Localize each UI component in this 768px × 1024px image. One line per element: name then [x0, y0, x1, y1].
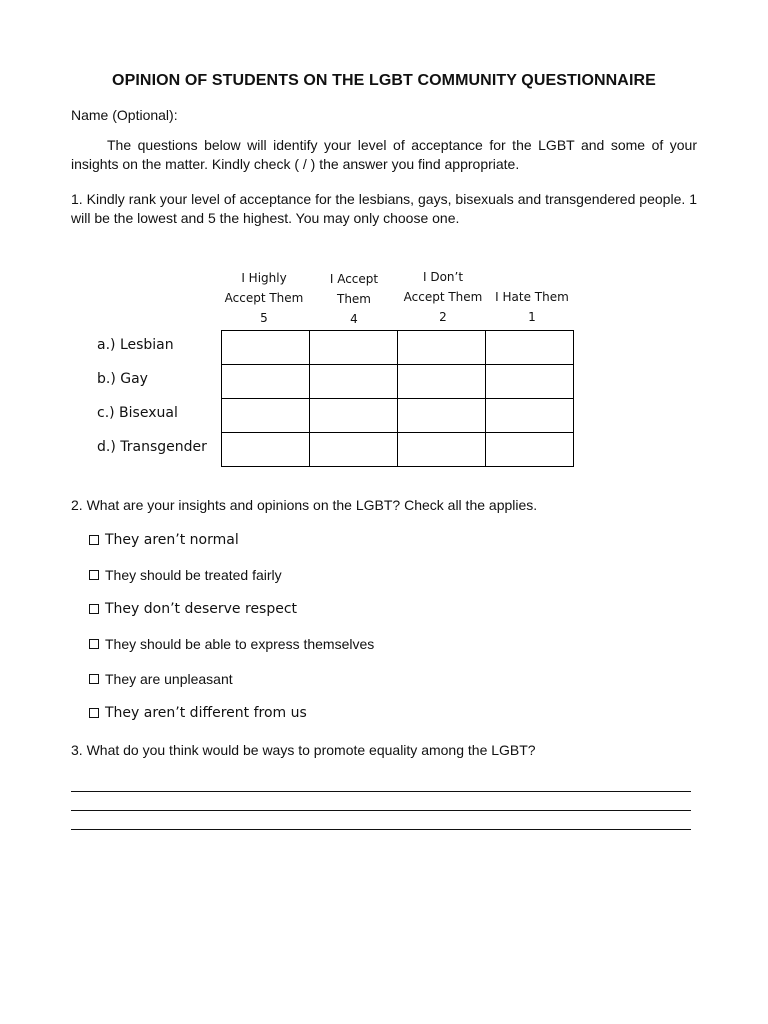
option-not-different[interactable] — [89, 705, 307, 721]
column-header-2 — [398, 267, 488, 327]
checkbox-icon[interactable] — [89, 570, 99, 580]
question-1-text: 1. Kindly rank your level of acceptance for the lesbians, gays, bisexuals and transgendered people. 1 will be the lowest and 5 the highest. You may only choose one. — [71, 191, 697, 226]
answer-line[interactable] — [71, 791, 691, 792]
checkbox-icon[interactable] — [89, 674, 99, 684]
rating-cell[interactable] — [222, 433, 310, 467]
row-label-gay: b.) Gay — [97, 371, 148, 387]
answer-line[interactable] — [71, 810, 691, 811]
checkbox-icon[interactable] — [89, 708, 99, 718]
document-title: OPINION OF STUDENTS ON THE LGBT COMMUNITY QUESTIONNAIRE — [112, 72, 656, 89]
option-label: They aren’t normal — [105, 532, 239, 548]
option-label: They aren’t different from us — [105, 705, 307, 721]
rating-cell[interactable] — [310, 331, 398, 365]
rating-cell[interactable] — [222, 331, 310, 365]
column-header-score: 4 — [350, 312, 358, 326]
option-express-themselves[interactable] — [89, 636, 374, 652]
rating-cell[interactable] — [310, 399, 398, 433]
rating-cell[interactable] — [398, 365, 486, 399]
rating-grid — [221, 330, 574, 467]
column-header-line1: I Don’t — [422, 270, 464, 284]
rating-cell[interactable] — [486, 399, 574, 433]
column-header-score: 5 — [260, 311, 268, 325]
name-label: Name (Optional): — [71, 107, 178, 123]
rating-cell[interactable] — [398, 331, 486, 365]
rating-cell[interactable] — [310, 433, 398, 467]
column-header-line2: Accept Them — [403, 290, 483, 304]
column-header-line1: I Highly — [241, 271, 287, 285]
option-not-normal[interactable] — [89, 532, 239, 548]
intro-paragraph: The questions below will identify your level of acceptance for the LGBT and some of your insights on the matter. Kindly check ( / ) the answer you find appropriate. — [71, 137, 697, 172]
column-header-1 — [487, 287, 577, 327]
question-2-text: 2. What are your insights and opinions on the LGBT? Check all the applies. — [71, 497, 538, 513]
rating-cell[interactable] — [398, 399, 486, 433]
column-header-5 — [218, 268, 310, 328]
rating-cell[interactable] — [398, 433, 486, 467]
rating-cell[interactable] — [222, 365, 310, 399]
rating-cell[interactable] — [486, 331, 574, 365]
column-header-line2: Accept Them — [224, 291, 304, 305]
column-header-line2: I Hate Them — [495, 290, 569, 304]
column-header-score: 2 — [439, 310, 447, 324]
table-row — [222, 399, 574, 433]
checkbox-icon[interactable] — [89, 639, 99, 649]
column-header-line1: I Accept — [329, 272, 379, 286]
option-no-respect[interactable] — [89, 601, 297, 617]
option-label: They should be treated fairly — [105, 567, 282, 583]
rating-cell[interactable] — [486, 365, 574, 399]
row-label-transgender: d.) Transgender — [97, 439, 207, 455]
column-header-score: 1 — [528, 310, 536, 324]
rating-cell[interactable] — [310, 365, 398, 399]
option-unpleasant[interactable] — [89, 671, 233, 687]
checkbox-icon[interactable] — [89, 535, 99, 545]
rating-cell[interactable] — [222, 399, 310, 433]
table-row — [222, 331, 574, 365]
option-label: They are unpleasant — [105, 671, 233, 687]
option-label: They don’t deserve respect — [105, 601, 298, 617]
option-label: They should be able to express themselves — [105, 636, 375, 652]
table-row — [222, 433, 574, 467]
checkbox-icon[interactable] — [89, 604, 99, 614]
table-row — [222, 365, 574, 399]
column-header-4 — [310, 269, 398, 329]
column-header-line2: Them — [336, 292, 371, 306]
row-label-bisexual: c.) Bisexual — [97, 405, 178, 421]
question-3-text: 3. What do you think would be ways to promote equality among the LGBT? — [71, 742, 536, 758]
option-treated-fairly[interactable] — [89, 567, 282, 583]
answer-line[interactable] — [71, 829, 691, 830]
row-label-lesbian: a.) Lesbian — [97, 337, 174, 353]
rating-cell[interactable] — [486, 433, 574, 467]
